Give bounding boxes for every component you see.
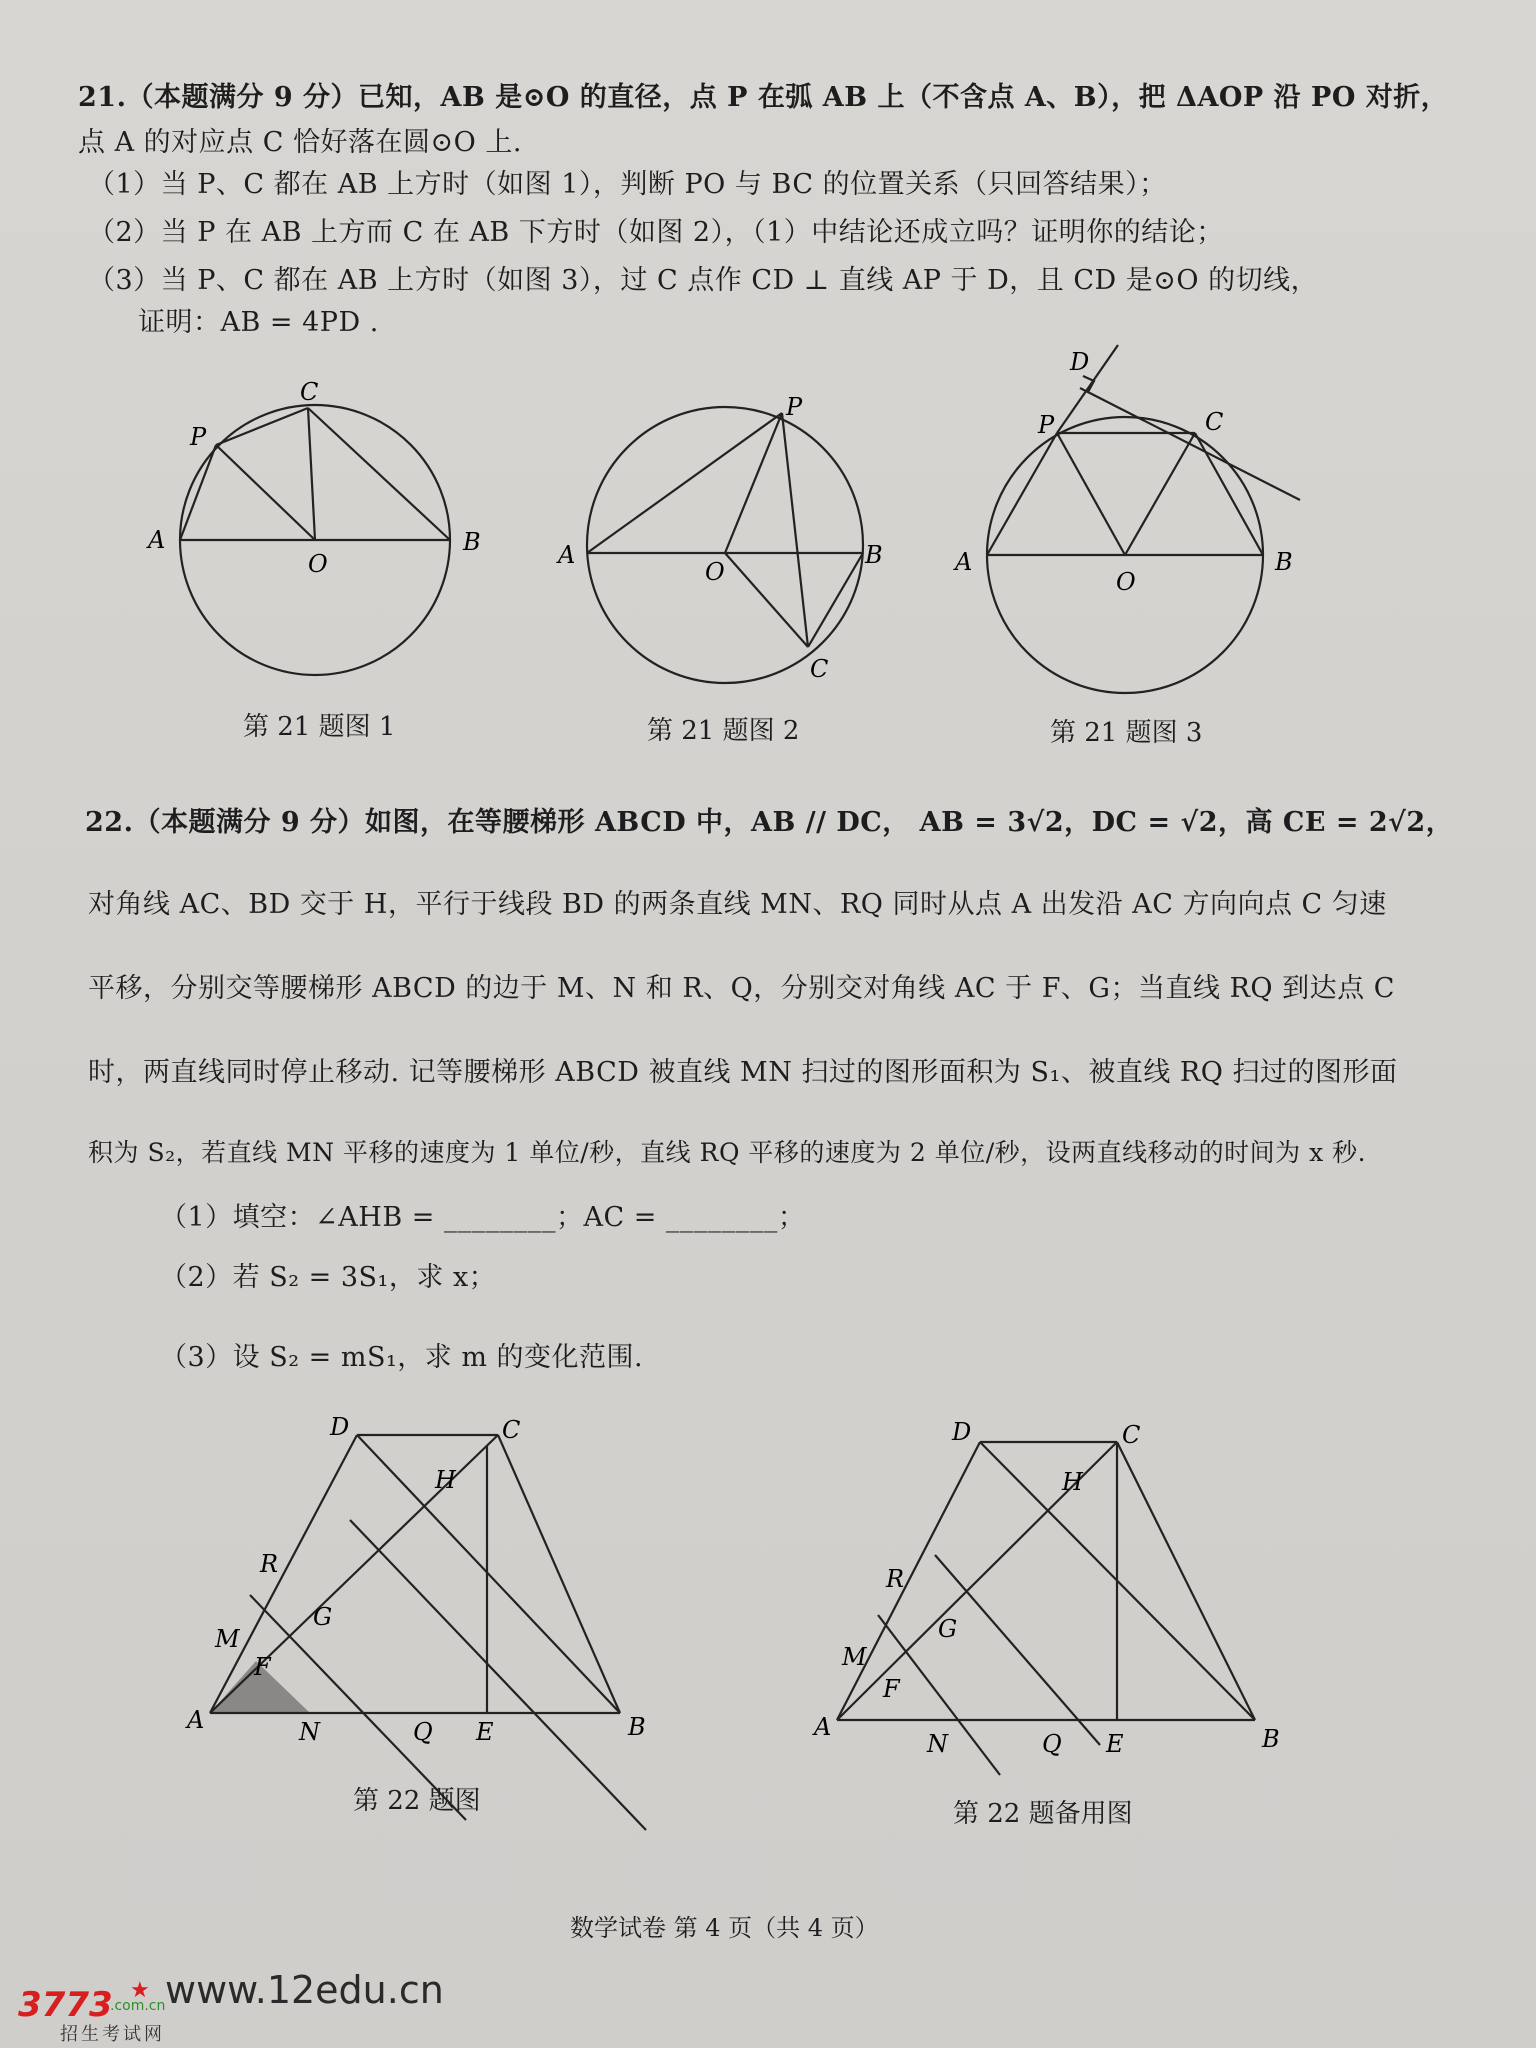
q22-line5: 积为 S₂，若直线 MN 平移的速度为 1 单位/秒，直线 RQ 平移的速度为 2 单位/秒，设两直线移动的时间为 x 秒. — [88, 1138, 1367, 1167]
label-O: O — [705, 558, 725, 586]
q22-line3: 平移，分别交等腰梯形 ABCD 的边于 M、N 和 R、Q，分别交对角线 AC 于 F、G；当直线 RQ 到达点 C — [88, 973, 1395, 1004]
label-D: D — [330, 1413, 350, 1441]
q22-line1: 22.（本题满分 9 分）如图，在等腰梯形 ABCD 中，AB // DC， AB = 3√2，DC = √2，高 CE = 2√2， — [85, 807, 1454, 838]
label-H: H — [1062, 1468, 1083, 1496]
label-D: D — [952, 1418, 972, 1446]
q21-line2: 点 A 的对应点 C 恰好落在圆⊙O 上. — [78, 127, 522, 158]
label-Q: Q — [1042, 1730, 1062, 1758]
q22-figure — [180, 1410, 660, 1770]
label-A: A — [814, 1713, 832, 1741]
label-B: B — [1275, 548, 1293, 576]
q21-line1: 21.（本题满分 9 分）已知，AB 是⊙O 的直径，点 P 在弧 AB 上（不含点 A、B），把 ΔAOP 沿 PO 对折， — [78, 82, 1449, 113]
label-C: C — [300, 378, 319, 406]
label-A: A — [955, 548, 973, 576]
label-B: B — [865, 541, 883, 569]
label-P: P — [190, 423, 207, 451]
q21-part2: （2）当 P 在 AB 上方而 C 在 AB 下方时（如图 2），（1）中结论还成立吗？证明你的结论； — [88, 217, 1224, 248]
label-Q: Q — [413, 1718, 433, 1746]
q21-figure-1 — [130, 370, 480, 710]
label-A: A — [148, 526, 166, 554]
label-N: N — [927, 1730, 948, 1758]
label-N: N — [299, 1718, 320, 1746]
label-O: O — [308, 550, 328, 578]
q21-figure-3 — [955, 340, 1320, 700]
label-F: F — [254, 1653, 271, 1681]
label-B: B — [463, 528, 481, 556]
q21-fig2-caption: 第 21 题图 2 — [647, 716, 800, 746]
page-footer: 数学试卷 第 4 页（共 4 页） — [570, 1914, 879, 1942]
q22-part1: （1）填空：∠AHB = ________；AC = ________； — [160, 1202, 806, 1233]
label-C: C — [1205, 408, 1224, 436]
label-G: G — [938, 1615, 958, 1643]
watermark-site: www.12edu.cn — [165, 1968, 444, 2012]
q21-part3-proof: 证明：AB = 4PD . — [138, 307, 379, 338]
label-A: A — [187, 1706, 205, 1734]
q21-fig1-caption: 第 21 题图 1 — [243, 712, 396, 742]
q21-part1: （1）当 P、C 都在 AB 上方时（如图 1），判断 PO 与 BC 的位置关系（只回答结果）； — [88, 169, 1167, 200]
label-O: O — [1116, 568, 1136, 596]
label-M: M — [215, 1625, 240, 1653]
label-B: B — [1262, 1725, 1280, 1753]
q22-fig-caption: 第 22 题图 — [353, 1786, 481, 1816]
label-A: A — [558, 541, 576, 569]
label-D: D — [1070, 348, 1090, 376]
q22-line4: 时，两直线同时停止移动. 记等腰梯形 ABCD 被直线 MN 扫过的图形面积为 S₁、被直线 RQ 扫过的图形面 — [88, 1057, 1398, 1088]
label-M: M — [842, 1643, 867, 1671]
watermark-logo: 3773 — [18, 1985, 113, 2025]
q21-fig3-caption: 第 21 题图 3 — [1050, 718, 1203, 748]
label-E: E — [1106, 1730, 1124, 1758]
label-G: G — [313, 1603, 333, 1631]
label-H: H — [435, 1466, 456, 1494]
q22-backup-caption: 第 22 题备用图 — [953, 1799, 1133, 1829]
label-R: R — [886, 1565, 905, 1593]
watermark-tagline: 招生考试网 — [60, 2024, 165, 2045]
label-P: P — [1038, 411, 1055, 439]
star-icon: ★ — [130, 1978, 150, 2003]
watermark-logo-sub: .com.cn — [110, 1998, 166, 2014]
q22-line2: 对角线 AC、BD 交于 H，平行于线段 BD 的两条直线 MN、RQ 同时从点 A 出发沿 AC 方向向点 C 匀速 — [88, 889, 1387, 920]
q22-backup-figure — [800, 1415, 1290, 1775]
q21-figure-2 — [550, 395, 900, 705]
q22-part2: （2）若 S₂ = 3S₁，求 x； — [160, 1262, 497, 1293]
q22-part3: （3）设 S₂ = mS₁，求 m 的变化范围. — [160, 1342, 644, 1373]
label-C: C — [1122, 1421, 1141, 1449]
label-C: C — [810, 655, 829, 683]
label-F: F — [883, 1675, 900, 1703]
label-P: P — [786, 393, 803, 421]
q21-part3: （3）当 P、C 都在 AB 上方时（如图 3），过 C 点作 CD ⊥ 直线 AP 于 D，且 CD 是⊙O 的切线， — [88, 265, 1319, 296]
label-C: C — [502, 1416, 521, 1444]
label-R: R — [260, 1550, 279, 1578]
label-B: B — [628, 1713, 646, 1741]
label-E: E — [476, 1718, 494, 1746]
